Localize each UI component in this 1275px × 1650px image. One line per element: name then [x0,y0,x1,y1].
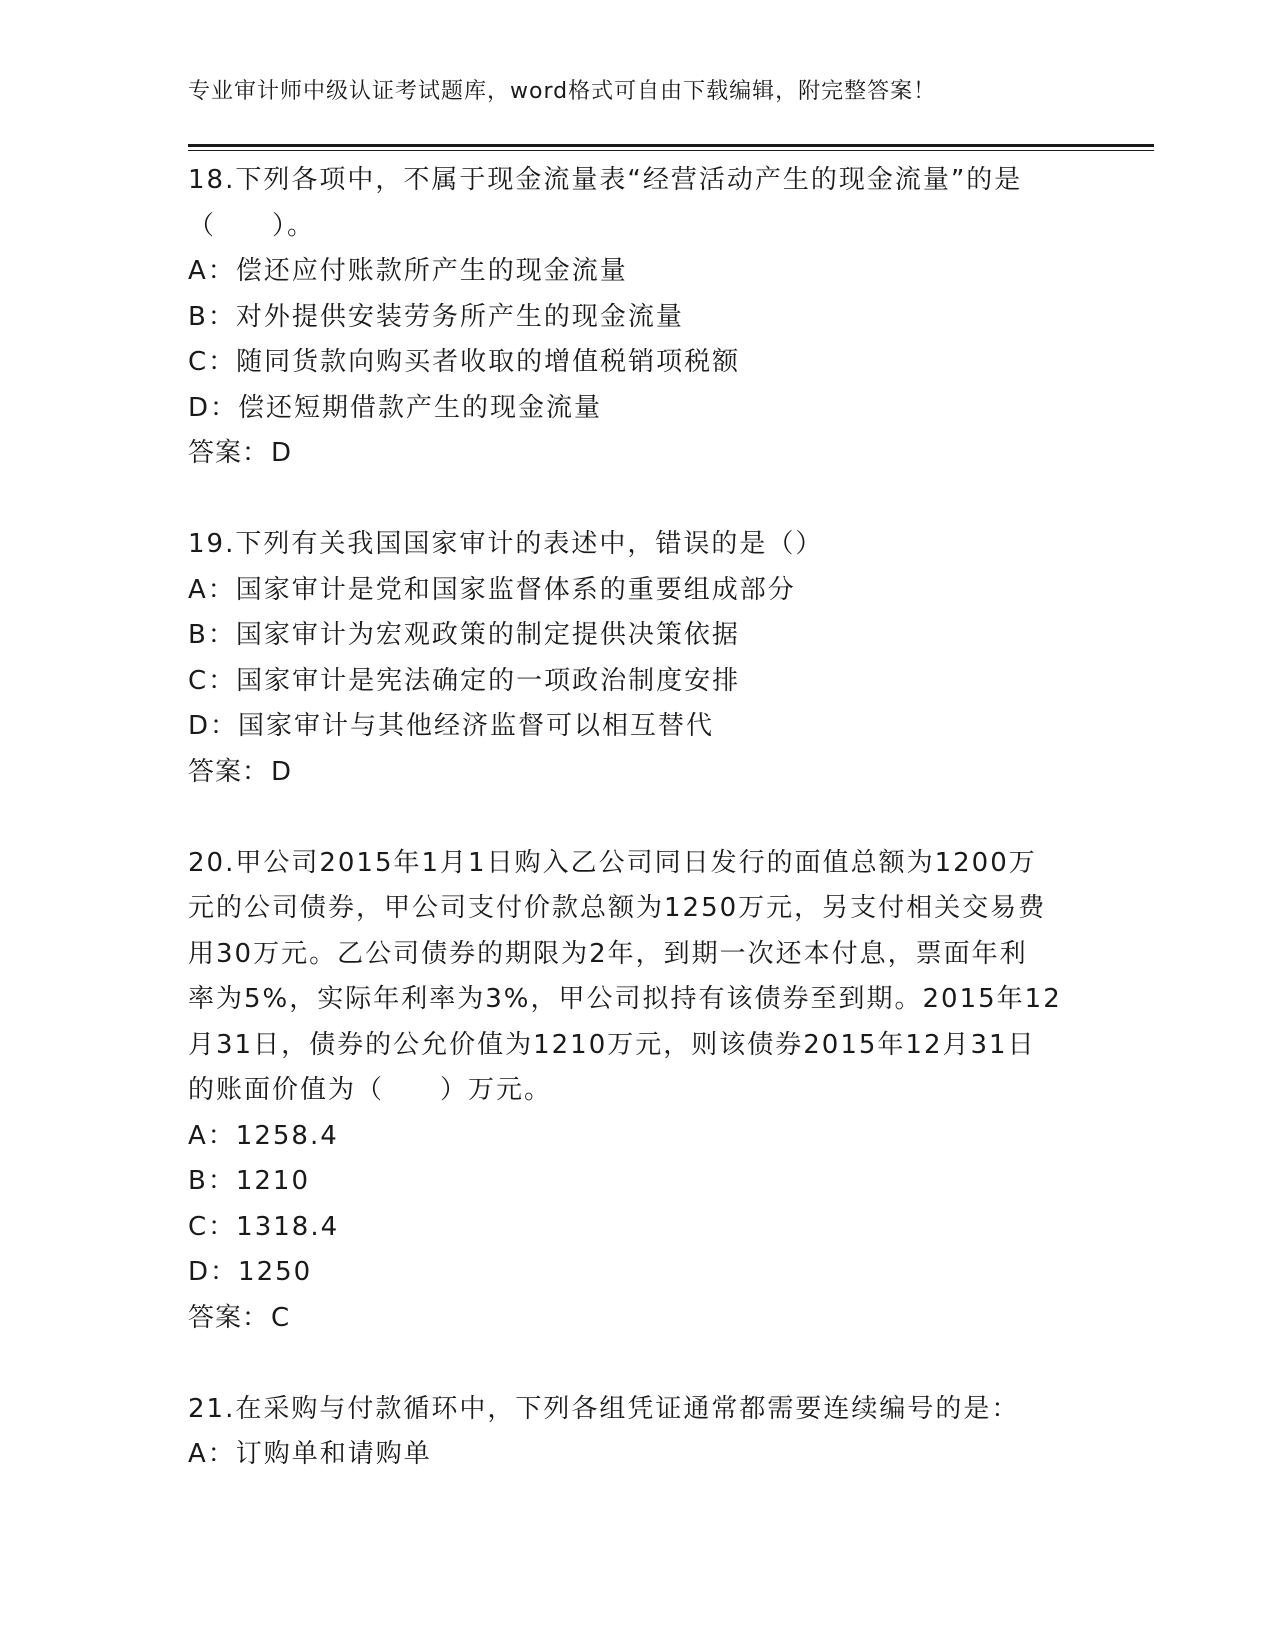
spacer [188,477,1088,523]
answer-value: D [271,756,292,787]
option-d: D：1250 [188,1257,313,1287]
answer-value: D [271,438,292,468]
option-b: B：国家审计为宏观政策的制定提供决策依据 [188,620,740,650]
option-a: A：订购单和请购单 [188,1439,432,1469]
question-stem-line: 20.甲公司2015年1月1日购入乙公司同日发行的面值总额为1200万 [188,847,1037,878]
option-c: C：1318.4 [188,1211,340,1242]
question-stem-line: 率为5%，实际年利率为3%，甲公司拟持有该债券至到期。2015年12 [188,984,1062,1014]
answer-value: C [271,1302,290,1333]
header-rule-thin [188,150,1154,151]
question-18 [188,158,1088,477]
page-header: 专业审计师中级认证考试题库，word格式可自由下载编辑，附完整答案！ [188,79,937,104]
answer-label: 答案： [188,1302,270,1333]
question-stem-line: 元的公司债券，甲公司支付价款总额为1250万元，另支付相关交易费 [188,893,1047,923]
option-b: B：对外提供安装劳务所产生的现金流量 [188,301,684,332]
option-a: A：1258.4 [188,1120,339,1151]
header-rule-thick [188,144,1154,147]
question-stem-line: （ ）。 [188,210,316,241]
question-stem-line: 的账面价值为（ ）万元。 [188,1075,553,1105]
answer [188,750,1088,796]
answer-label: 答案： [188,756,270,787]
question-stem-line: 月31日，债券的公允价值为1210万元，则该债券2015年12月31日 [188,1029,1036,1060]
question-stem-line: 21.在采购与付款循环中，下列各组凭证通常都需要连续编号的是： [188,1393,1020,1424]
spacer [188,1341,1088,1387]
option-c: C：国家审计是宪法确定的一项政治制度安排 [188,665,741,696]
option-d: D：偿还短期借款产生的现金流量 [188,392,603,423]
question-21 [188,1387,1088,1478]
question-20 [188,841,1088,1342]
answer [188,431,1088,477]
question-list [188,158,1088,1478]
question-19 [188,522,1088,795]
question-stem-line: 用30万元。乙公司债券的期限为2年，到期一次还本付息，票面年利 [188,938,1028,969]
question-stem-line: 18.下列各项中，不属于现金流量表“经营活动产生的现金流量”的是 [188,165,1023,195]
option-a: A：国家审计是党和国家监督体系的重要组成部分 [188,574,796,605]
option-d: D：国家审计与其他经济监督可以相互替代 [188,711,715,741]
answer [188,1296,1088,1342]
spacer [188,795,1088,841]
question-stem-line: 19.下列有关我国国家审计的表述中，错误的是（） [188,529,824,559]
option-a: A：偿还应付账款所产生的现金流量 [188,256,628,286]
answer-label: 答案： [188,438,270,468]
option-b: B：1210 [188,1166,311,1196]
option-c: C：随同货款向购买者收取的增值税销项税额 [188,347,741,377]
